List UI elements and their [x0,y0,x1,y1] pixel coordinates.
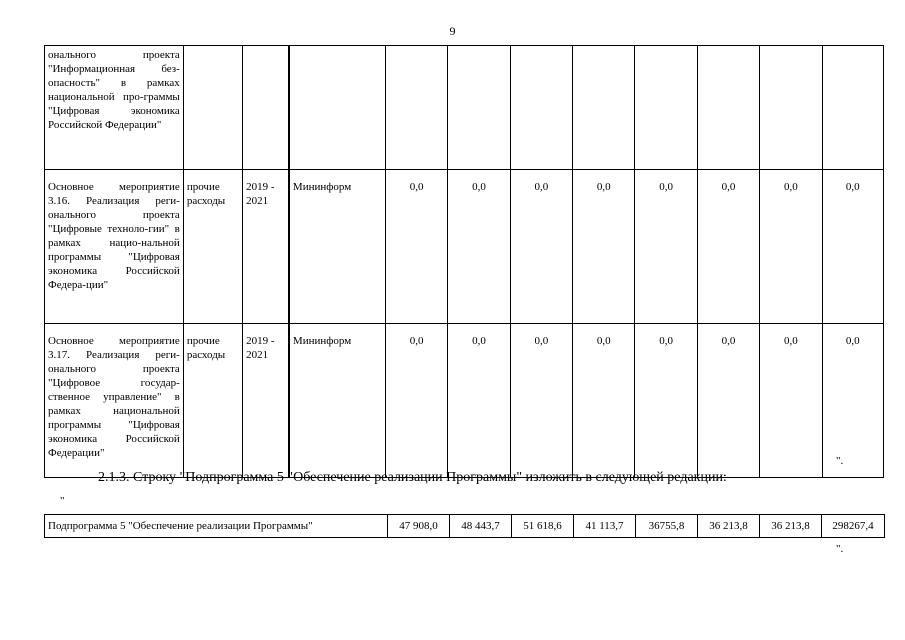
value-cell: 0,0 [760,324,822,478]
expense-type: прочие расходы [183,170,242,324]
value-cell: 0,0 [510,170,572,324]
value-cell: 0,0 [573,324,635,478]
value-cell [635,46,697,170]
value-cell [697,46,759,170]
subprogram-table [44,514,885,538]
value-cell [510,46,572,170]
value-cell: 0,0 [760,170,822,324]
value-cell: 41 113,7 [574,515,636,538]
value-cell: 0,0 [822,170,884,324]
value-cell: 36 213,8 [698,515,760,538]
value-cell [760,46,822,170]
value-cell: 298267,4 [822,515,885,538]
executor: Мининформ [289,170,386,324]
value-cell [822,46,884,170]
value-cell: 36 213,8 [760,515,822,538]
value-cell: 51 618,6 [512,515,574,538]
table-row [45,46,884,170]
executor [289,46,386,170]
closing-quote: ". [836,543,844,555]
program-table [44,45,884,478]
value-cell: 0,0 [635,324,697,478]
value-cell: 0,0 [510,324,572,478]
executor: Мининформ [289,324,386,478]
table-row [45,170,884,324]
value-cell: 0,0 [697,170,759,324]
value-cell: 0,0 [448,324,510,478]
opening-quote: " [60,495,65,507]
value-cell [448,46,510,170]
value-cell: 0,0 [635,170,697,324]
page-number: 9 [449,24,456,38]
value-cell: 48 443,7 [450,515,512,538]
measure-description: Основное мероприятие 3.17. Реализация реги-онального проекта "Цифровое государ-ственное управление" в рамках национальной программы "Цифровая экономика Российской Федерации" [45,324,184,478]
measure-description: Основное мероприятие 3.16. Реализация реги-онального проекта "Цифровые техноло-гии" в рамках нацио-нальной программы "Цифровая экономика Российской Федера-ции" [45,170,184,324]
value-cell: 0,0 [822,324,884,478]
value-cell: 0,0 [573,170,635,324]
value-cell: 0,0 [697,324,759,478]
value-cell: 47 908,0 [388,515,450,538]
value-cell: 36755,8 [636,515,698,538]
expense-type: прочие расходы [183,324,242,478]
value-cell [573,46,635,170]
expense-type [183,46,242,170]
value-cell [385,46,447,170]
closing-quote: ". [836,455,844,467]
value-cell: 0,0 [448,170,510,324]
value-cell: 0,0 [385,170,447,324]
subprogram-label: Подпрограмма 5 "Обеспечение реализации Программы" [45,515,388,538]
value-cell: 0,0 [385,324,447,478]
measure-description: онального проекта "Информационная без-опасность" в рамках национальной про-граммы "Цифровая экономика Российской Федерации" [45,46,184,170]
period [243,46,289,170]
table-row [45,515,885,538]
table-row [45,324,884,478]
instruction-paragraph: 2.1.3. Строку "Подпрограмма 5 "Обеспечение реализации Программы" изложить в следующей редакции: [98,470,727,485]
period: 2019 - 2021 [243,170,289,324]
period: 2019 - 2021 [243,324,289,478]
